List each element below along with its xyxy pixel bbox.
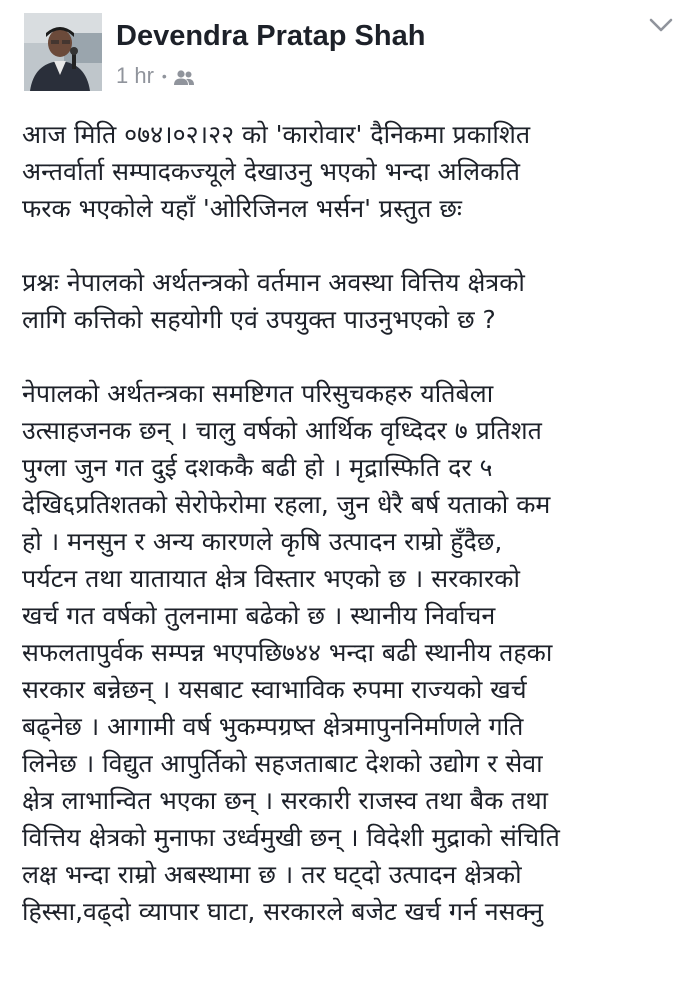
question-paragraph [22,264,692,338]
text-line: लागि कत्तिको सहयोगी एवं उपयुक्त पाउनुभएको छ ? [22,305,496,334]
text-line: उत्साहजनक छन् । चालु वर्षको आर्थिक वृध्दिदर ७ प्रतिशत [22,416,542,445]
text-line: हिस्सा,वढ्दो व्यापार घाटा, सरकारले बजेट खर्च गर्न नसक्नु [22,897,544,926]
text-line: सरकार बन्नेछन् । यसबाट स्वाभाविक रुपमा राज्यको खर्च [22,675,527,704]
text-line: क्षेत्र लाभान्वित भएका छन् । सरकारी राजस्व तथा बैक तथा [22,786,549,815]
text-line: नेपालको अर्थतन्त्रका समष्टिगत परिसुचकहरु यतिबेला [22,379,494,408]
text-line: फरक भएकोले यहाँ 'ओरिजिनल भर्सन' प्रस्तुत छः [22,194,462,223]
text-line: प्रश्नः नेपालको अर्थतन्त्रको वर्तमान अवस्था वित्तिय क्षेत्रको [22,268,525,297]
friends-icon[interactable] [173,67,195,85]
text-line: बढ्नेछ । आगामी वर्ष भुकम्पग्रष्त क्षेत्रमापुननिर्माणले गति [22,712,524,741]
post-body [22,116,692,967]
answer-paragraph [22,375,692,930]
chevron-down-icon[interactable] [646,12,676,38]
text-line: लक्ष भन्दा राम्रो अबस्थामा छ । तर घट्दो उत्पादन क्षेत्रको [22,860,522,889]
avatar-photo [24,13,102,91]
text-line: खर्च गत वर्षको तुलनामा बढेको छ । स्थानीय निर्वाचन [22,601,496,630]
text-line: आज मिति ०७४।०२।२२ को 'कारोवार' दैनिकमा प्रकाशित [22,120,531,149]
post-meta [116,62,195,90]
avatar[interactable] [24,13,102,91]
intro-paragraph [22,116,692,227]
text-line: सफलतापुर्वक सम्पन्न भएपछि७४४ भन्दा बढी स्थानीय तहका [22,638,553,667]
meta-separator: • [161,68,167,84]
text-line: पर्यटन तथा यातायात क्षेत्र विस्तार भएको छ । सरकारको [22,564,520,593]
text-line: देखि६प्रतिशतको सेरोफेरोमा रहला, जुन धेरै बर्ष यताको कम [22,490,551,519]
text-line: हो । मनसुन र अन्य कारणले कृषि उत्पादन राम्रो हुँदैछ, [22,527,503,556]
text-line: अन्तर्वार्ता सम्पादकज्यूले देखाउनु भएको भन्दा अलिकति [22,157,521,186]
post-header [0,0,700,100]
text-line: वित्तिय क्षेत्रको मुनाफा उर्ध्वमुखी छन् । विदेशी मुद्राको संचिति [22,823,560,852]
post-timestamp[interactable]: 1 hr [116,63,154,88]
author-name[interactable]: Devendra Pratap Shah [116,20,426,52]
text-line: पुग्ला जुन गत दुई दशककै बढी हो । मृद्रास्फिति दर ५ [22,453,493,482]
text-line: लिनेछ । विद्युत आपुर्तिको सहजताबाट देशको उद्योग र सेवा [22,749,543,778]
